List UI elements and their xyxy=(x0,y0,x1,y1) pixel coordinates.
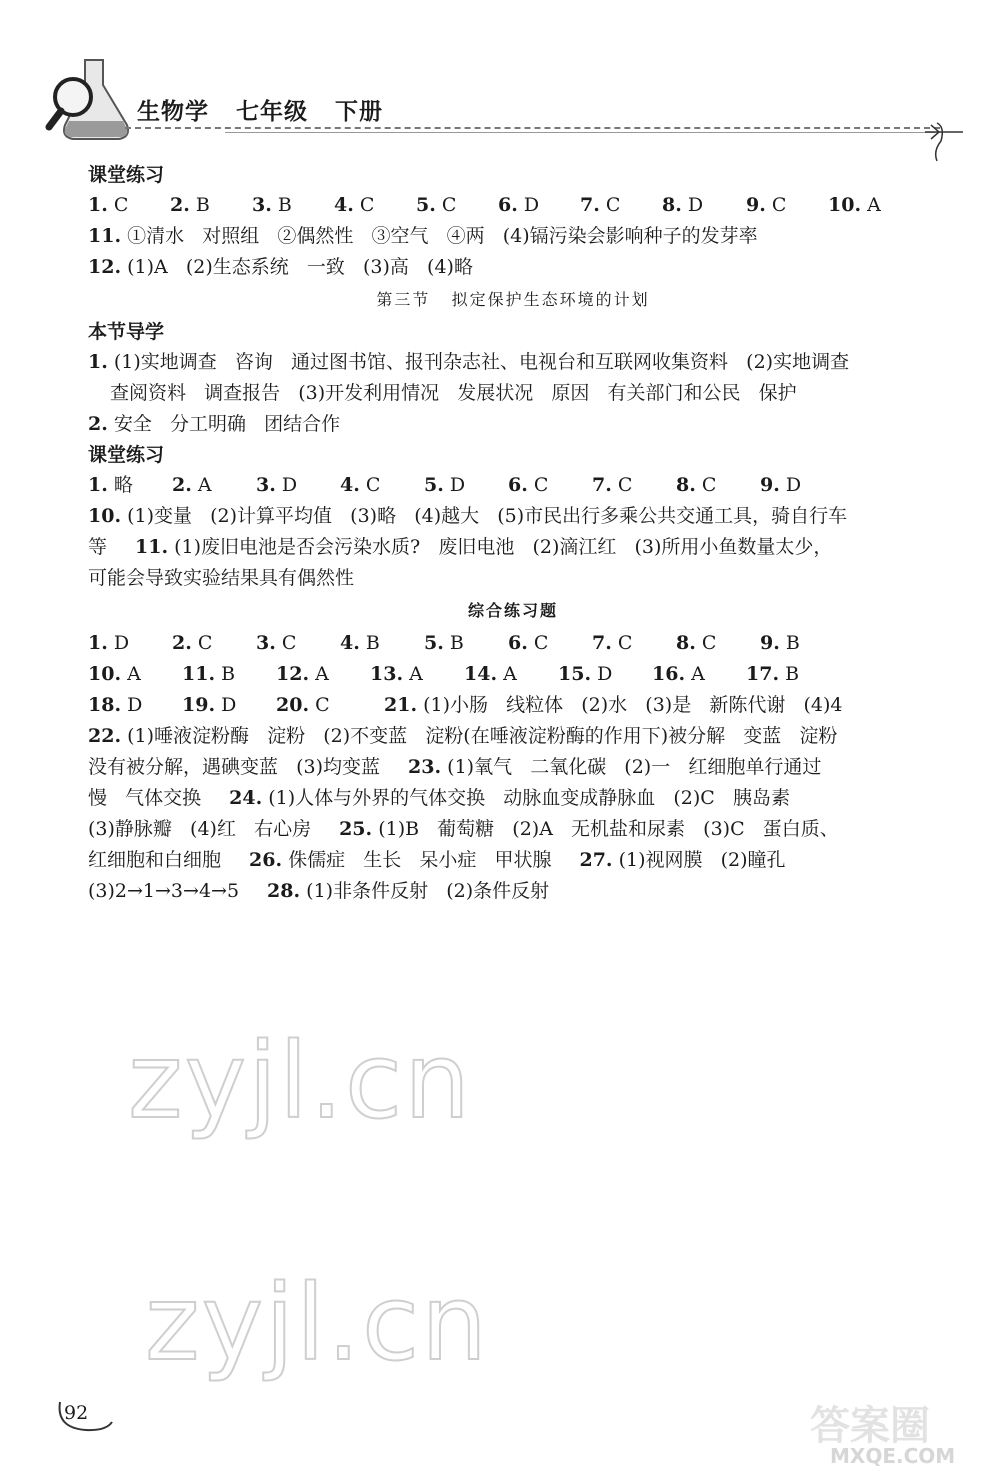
site-watermark-url: MXQE.COM xyxy=(830,1444,956,1467)
answer-line: 1. (1)实地调查 咨询 通过图书馆、报刊杂志社、电视台和互联网收集资料 (2)实地调查 xyxy=(88,351,850,373)
answer-content xyxy=(88,160,938,907)
answer-line: 11. ①清水 对照组 ②偶然性 ③空气 ④两 (4)镉污染会影响种子的发芽率 xyxy=(88,225,758,247)
answer-line: 2. 安全 分工明确 团结合作 xyxy=(88,413,341,435)
watermark-text: zyjl.cn xyxy=(145,1262,490,1384)
page-header xyxy=(45,55,965,165)
answer-line-continued: 查阅资料 调查报告 (3)开发利用情况 发展状况 原因 有关部门和公民 保护 xyxy=(110,382,797,404)
section-heading: 第三节 拟定保护生态环境的计划 xyxy=(376,290,650,309)
mc-answer-row: 1. C 2. B 3. B 4. C 5. C 6. D 7. C 8. D 9. C 10. A xyxy=(88,194,881,216)
leaf-arrow-icon xyxy=(925,115,965,165)
answer-line: 慢 气体交换 24. (1)人体与外界的气体交换 动脉血变成静脉血 (2)C 胰岛素 xyxy=(88,787,790,809)
section-label: 课堂练习 xyxy=(88,444,165,466)
mc-answer-row: 10. A 11. B 12. A 13. A 14. A 15. D 16. A 17. B xyxy=(88,663,800,685)
page-number: 92 xyxy=(64,1402,89,1424)
watermark-text: zyjl.cn xyxy=(128,1020,473,1142)
answer-line: (3)静脉瓣 (4)红 右心房 25. (1)B 葡萄糖 (2)A 无机盐和尿素 (3)C 蛋白质、 xyxy=(88,818,839,840)
answer-line: 没有被分解，遇碘变蓝 (3)均变蓝 23. (1)氧气 二氧化碳 (2)一 红细胞单行通过 xyxy=(88,756,822,778)
answer-line: (3)2→1→3→4→5 28. (1)非条件反射 (2)条件反射 xyxy=(88,880,550,902)
site-watermark-logo xyxy=(800,1395,975,1467)
answer-line: 12. (1)A (2)生态系统 一致 (3)高 (4)略 xyxy=(88,256,473,278)
answer-line: 10. (1)变量 (2)计算平均值 (3)略 (4)越大 (5)市民出行多乘公共交通工具，骑自行车 xyxy=(88,505,848,527)
answer-line: 等 11. (1)废旧电池是否会污染水质? 废旧电池 (2)滴江红 (3)所用小鱼数量太少， xyxy=(88,536,833,558)
mc-answer-row: 1. 略 2. A 3. D 4. C 5. D 6. C 7. C 8. C 9. D xyxy=(88,474,802,496)
answer-line: 红细胞和白细胞 26. 侏儒症 生长 呆小症 甲状腺 27. (1)视网膜 (2)瞳孔 xyxy=(88,849,786,871)
answer-line-continued: 可能会导致实验结果具有偶然性 xyxy=(88,567,355,589)
svg-text:答案圈: 答案圈 xyxy=(810,1403,930,1449)
section-label: 本节导学 xyxy=(88,321,165,343)
book-title: 生物学 七年级 下册 xyxy=(137,98,384,125)
mc-answer-row: 1. D 2. C 3. C 4. B 5. B 6. C 7. C 8. C 9. B xyxy=(88,632,800,654)
header-divider-thin xyxy=(225,132,935,133)
answer-line: 18. D 19. D 20. C 21. (1)小肠 线粒体 (2)水 (3)是 新陈代谢 (4)4 xyxy=(88,694,843,716)
answer-line: 22. (1)唾液淀粉酶 淀粉 (2)不变蓝 淀粉(在唾液淀粉酶的作用下)被分解 变蓝 淀粉 xyxy=(88,725,838,747)
header-divider xyxy=(125,127,940,129)
section-heading: 综合练习题 xyxy=(467,601,558,620)
section-label: 课堂练习 xyxy=(88,164,165,186)
flask-magnifier-logo xyxy=(45,55,140,145)
